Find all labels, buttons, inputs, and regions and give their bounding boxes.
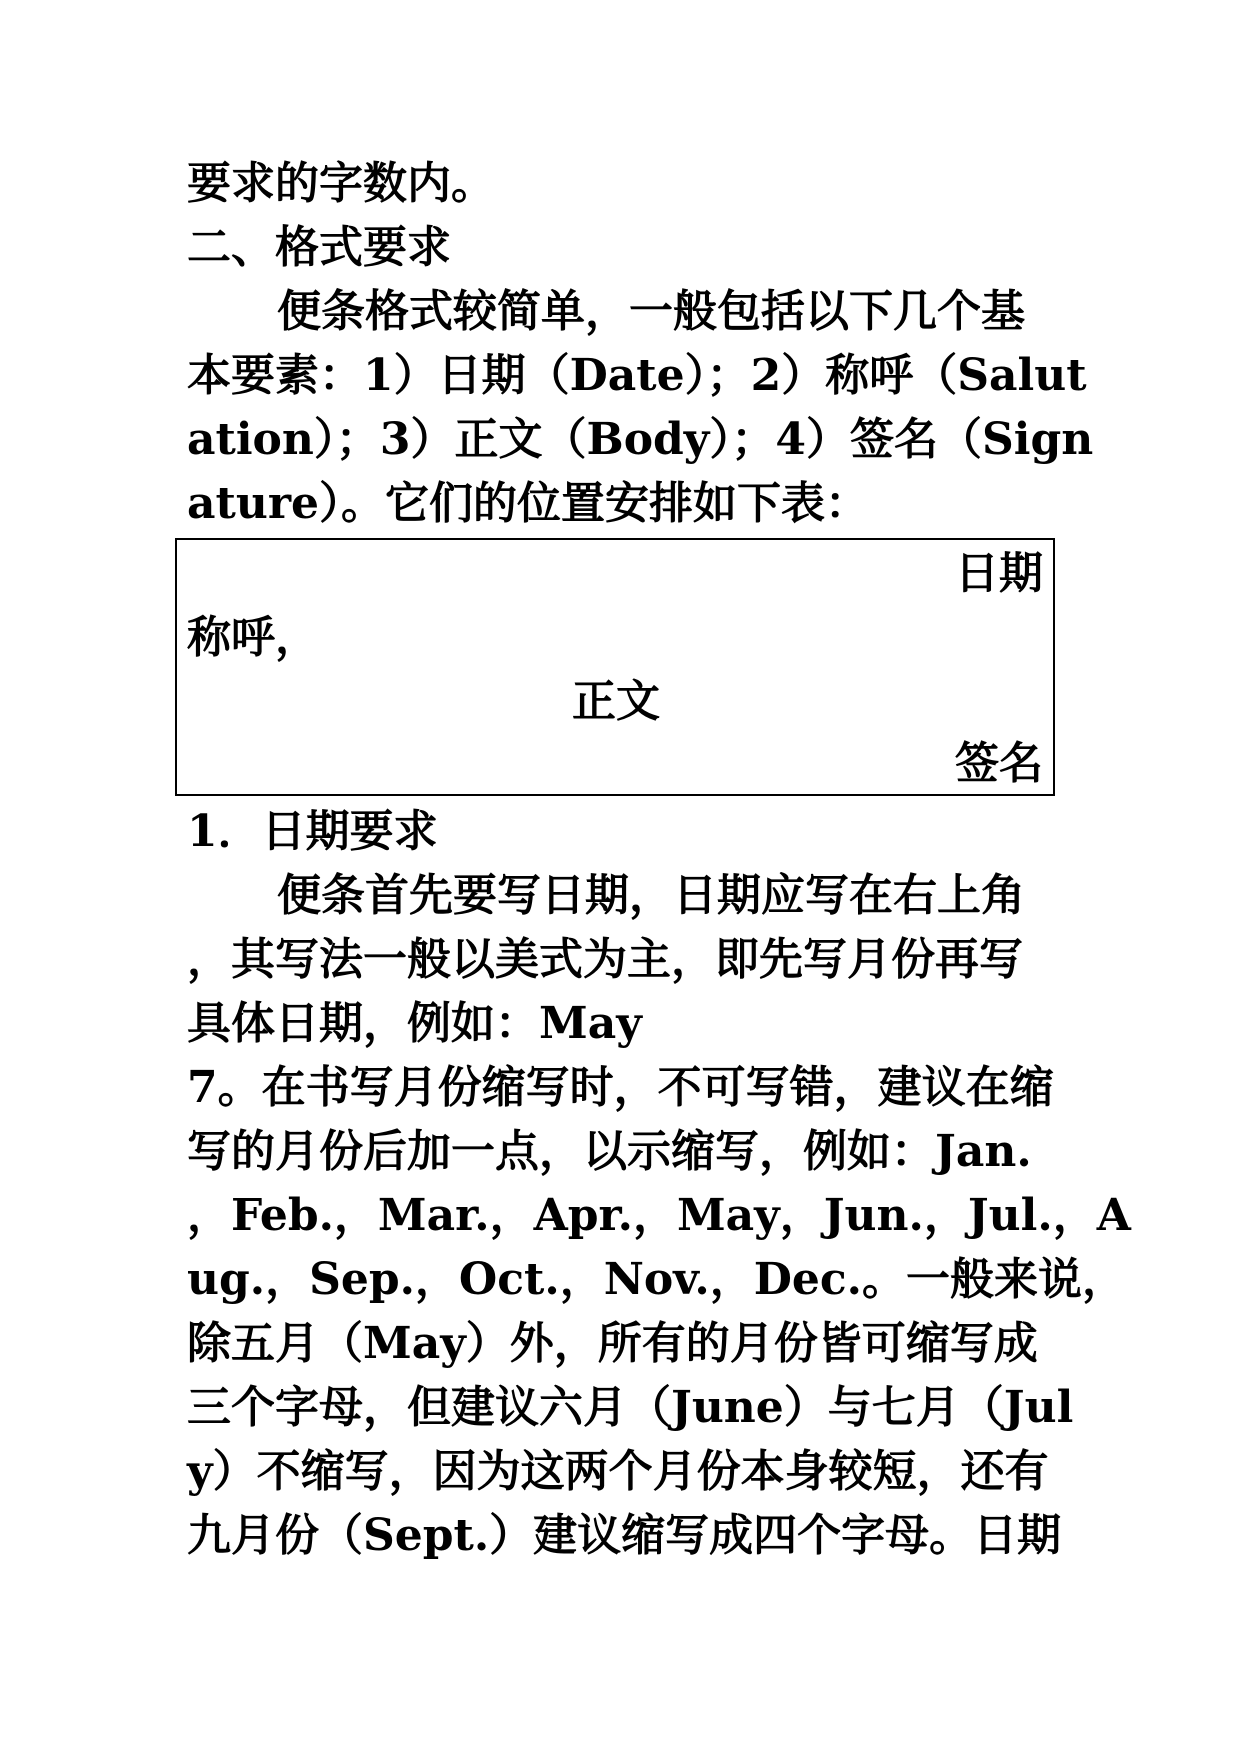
text-line: y）不缩写，因为这两个月份本身较短，还有 bbox=[187, 1446, 1049, 1497]
section-heading-format: 二、格式要求 bbox=[187, 222, 451, 273]
text-line: 7。在书写月份缩写时，不可写错，建议在缩 bbox=[187, 1062, 1054, 1113]
table-date: 日期 bbox=[955, 548, 1043, 599]
format-layout-table bbox=[175, 538, 1055, 796]
text-line: 本要素：1）日期（Date）；2）称呼（Salut bbox=[187, 350, 1087, 401]
table-salutation: 称呼， bbox=[187, 612, 319, 663]
text-line: 要求的字数内。 bbox=[187, 158, 495, 209]
text-line: 三个字母，但建议六月（June）与七月（Jul bbox=[187, 1382, 1074, 1433]
text-line: 除五月（May）外，所有的月份皆可缩写成 bbox=[187, 1318, 1038, 1369]
text-line: ature）。它们的位置安排如下表： bbox=[187, 478, 869, 529]
text-line: 具体日期，例如：May bbox=[187, 998, 642, 1049]
text-line: 便条首先要写日期，日期应写在右上角 bbox=[277, 870, 1025, 921]
text-line: ，其写法一般以美式为主，即先写月份再写 bbox=[187, 934, 1023, 985]
text-line: 写的月份后加一点，以示缩写，例如：Jan. bbox=[187, 1126, 1032, 1177]
table-signature: 签名 bbox=[955, 738, 1043, 789]
text-line: 九月份（Sept.）建议缩写成四个字母。日期 bbox=[187, 1510, 1062, 1561]
table-body: 正文 bbox=[572, 676, 660, 727]
section-heading-date: 1．日期要求 bbox=[187, 806, 438, 857]
text-line: ，Feb.，Mar.，Apr.，May，Jun.，Jul.，A bbox=[187, 1190, 1131, 1241]
text-line: ation）；3）正文（Body）；4）签名（Sign bbox=[187, 414, 1094, 465]
text-line: 便条格式较简单，一般包括以下几个基 bbox=[277, 286, 1025, 337]
text-line: ug.，Sep.，Oct.，Nov.，Dec.。一般来说， bbox=[187, 1254, 1126, 1305]
